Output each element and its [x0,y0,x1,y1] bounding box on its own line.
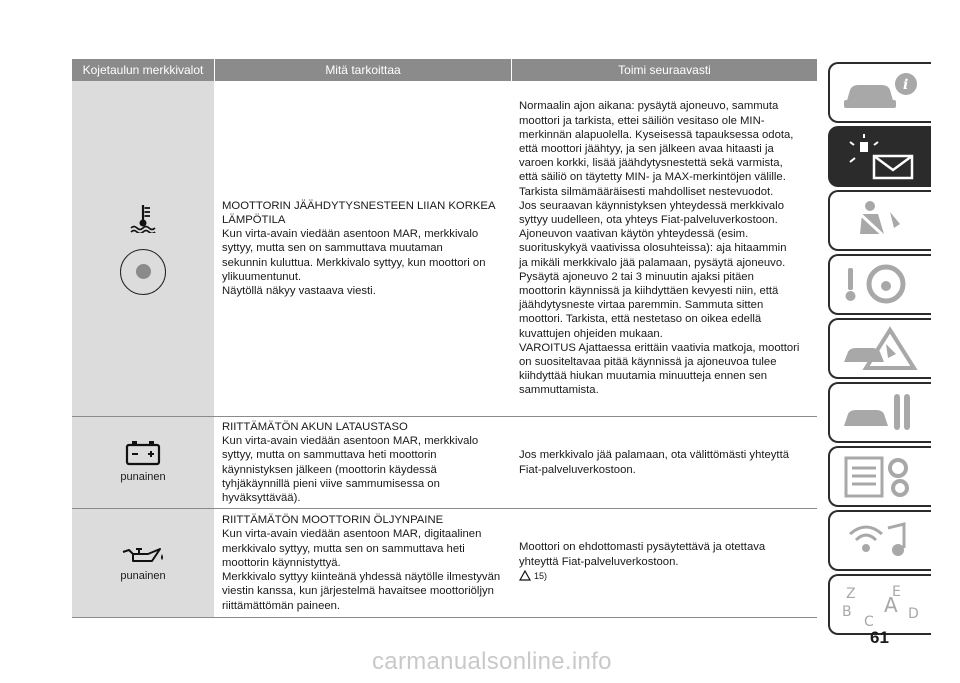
meaning-text: RIITTÄMÄTÖN MOOTTORIN ÖLJYNPAINE Kun virta-avain viedään asentoon MAR, digitaalinen merkkivalo syttyy, mutta sen on sammuttava heti moottorin käynnistyttyä. Merkkivalo syttyy kiinteänä yhdessä näytölle ilmestyvän viestin kanssa, kun järjestelmä havaitsee moottoriöljyn riittämättömän paineen. [222,514,501,612]
table-row [72,509,817,618]
icon-cell [72,509,214,617]
table-header [72,59,817,81]
svg-text:C: C [864,614,874,628]
warning-note [519,569,547,583]
action-text: Jos merkkivalo jää palamaan, ota välittömästi yhteyttä Fiat-palveluverkostoon. [519,449,789,476]
steering-wheel-icon [840,262,920,308]
tab-emergency[interactable] [828,318,931,379]
watermark: carmanualsonline.info [372,648,612,675]
svg-text:D: D [908,606,919,622]
action-cell [512,81,817,416]
indicator-lamp [120,249,166,295]
icon-cell [72,81,214,416]
meaning-text: RIITTÄMÄTÖN AKUN LATAUSTASO Kun virta-avain viedään asentoon MAR, merkkivalo syttyy, mutta on sammuttava heti moottorin käynnistyksen jälkeen (moottorin käydessä tyhjäkäynnillä pieni viive sammumisessa on hyväksyttävää). [222,420,479,504]
warning-lights-icon [840,134,920,180]
action-cell [512,509,817,617]
svg-text:B: B [842,604,852,620]
warning-lights-table [72,59,817,618]
meaning-cell [214,509,512,617]
multimedia-icon [840,518,920,564]
coolant-temperature-icon [129,203,157,233]
tab-maintenance[interactable] [828,382,931,443]
meaning-cell [214,81,512,416]
oil-pressure-icon [121,543,165,565]
svg-text:A: A [884,593,898,617]
index-icon [840,582,920,628]
icon-color-label: punainen [120,569,166,582]
maintenance-icon [840,390,920,436]
tab-multimedia[interactable] [828,510,931,571]
header-indicators: Kojetaulun merkkivalot [72,59,215,81]
meaning-text: MOOTTORIN JÄÄHDYTYSNESTEEN LIIAN KORKEA LÄMPÖTILA Kun virta-avain viedään asentoon MAR, merkkivalo syttyy, mutta sen on sammuttava muutaman sekunnin kuluttua. Merkkivalo syttyy, kun moottori on ylikuumentunut. Näytöllä näkyy vastaava viesti. [222,199,496,297]
lamp-dot [136,264,151,279]
svg-text:E: E [892,584,901,600]
warning-triangle-icon [519,570,531,581]
action-cell [512,417,817,508]
tab-car-info[interactable] [828,62,931,123]
emergency-icon [840,326,920,372]
table-row [72,81,817,417]
meaning-cell [214,417,512,508]
action-text: Moottori on ehdottomasti pysäytettävä ja otettava yhteyttä Fiat-palveluverkostoon. [519,541,766,568]
technical-data-icon [840,454,920,500]
icon-cell [72,417,214,508]
svg-text:Z: Z [846,586,856,602]
svg-text:i: i [903,77,909,93]
header-action: Toimi seuraavasti [618,63,711,77]
battery-icon [125,440,161,466]
tab-safety[interactable] [828,190,931,251]
tab-warning-lights[interactable] [828,126,931,187]
header-meaning: Mitä tarkoittaa [215,59,512,81]
note-reference: 15) [534,570,548,581]
tab-index[interactable] [828,574,931,635]
page-number: 61 [870,628,889,647]
tab-technical-data[interactable] [828,446,931,507]
safety-seat-icon [840,198,920,244]
table-row [72,417,817,509]
action-text: Normaalin ajon aikana: pysäytä ajoneuvo, sammuta moottori ja tarkista, ettei säiliön vesitaso ole MIN- merkinnän alapuolella. Kyseisessä tapauksessa odota, että moottori jäähtyy, ja sen jälkeen avaa hitaasti ja varoen korkki, lisää jäähdytysnestettä sekä varmista, että säiliö on täytetty MIN- ja MAX-merkintöjen välille. Tarkista silmämääräisesti mahdolliset nestevuodot. Jos seuraavan käynnistyksen yhteydessä merkkivalo syttyy uudelleen, ota yhteys Fiat-palveluverkostoon. Ajoneuvon vaativan käytön yhteydessä (esim. suorituskykyä vaativissa olosuhteissa): aja hitaammin ja mikäli merkkivalo jää palamaan, pysäytä ajoneuvo. Pysäytä ajoneuvo 2 tai 3 minuutin ajaksi pitäen moottorin käynnissä ja kiihdyttäen kevyesti niin, että jäähdytysneste virtaa paremmin. Sammuta sitten moottori. Tarkista, että nestetaso on oikea edellä kuvattujen ohjeiden mukaan. VAROITUS Ajattaessa erittäin vaativia matkoja, moottori on suositeltavaa pitää käynnissä ja ajoneuvoa tulee kiihdyttää hiukan muutamia minuutteja ennen sen sammuttamista. [519,100,800,397]
icon-color-label: punainen [120,471,166,484]
chapter-sidebar [828,62,932,638]
car-info-icon [840,70,920,116]
tab-driving[interactable] [828,254,931,315]
